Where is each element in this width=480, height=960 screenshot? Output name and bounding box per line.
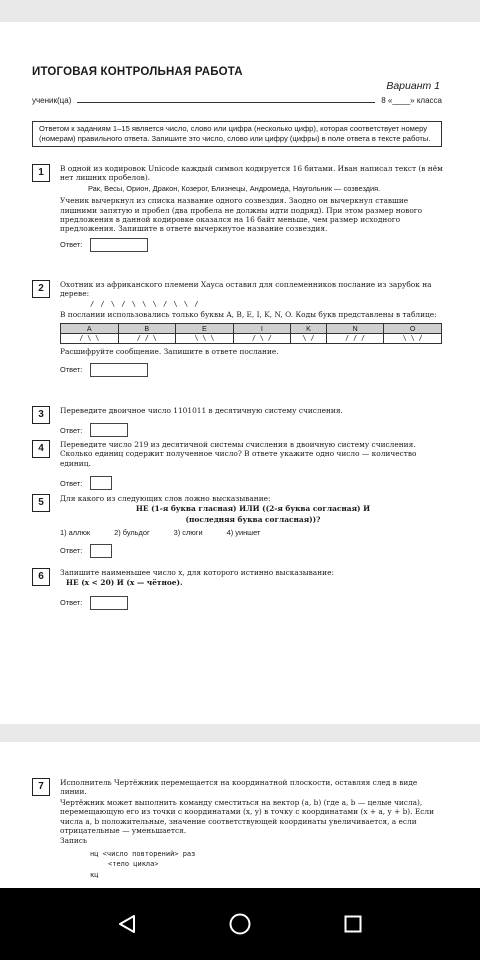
- task-text: Охотник из африканского племени Хауса оставил для соплеменников послание из зарубок на дереве:: [60, 280, 432, 299]
- page-title: ИТОГОВАЯ КОНТРОЛЬНАЯ РАБОТА: [32, 66, 243, 78]
- task-number: 7: [32, 778, 50, 796]
- table-cell: \ \ \: [176, 334, 234, 344]
- answer-field[interactable]: [90, 363, 148, 377]
- task-number: 2: [32, 280, 50, 298]
- option-item: 2) бульдог: [114, 528, 150, 538]
- answer-label: Ответ:: [60, 240, 83, 250]
- task-6: [32, 568, 446, 610]
- table-cell: A: [61, 323, 119, 333]
- task-text: Расшифруйте сообщение. Запишите в ответе послание.: [60, 347, 279, 357]
- task-quote: Рак, Весы, Орион, Дракон, Козерог, Близнецы, Андромеда, Наугольник — созвездия.: [88, 183, 381, 193]
- instructions-box: Ответом к заданиям 1–15 является число, слово или цифра (несколько цифр), которая соответствует номеру (номерам) правильного ответа. Запишите это число, слово или цифру (цифры) в поле ответа в тексте работы.: [32, 121, 442, 147]
- task-number: 3: [32, 406, 50, 424]
- logic-expression: НЕ (x < 20) И (x — чётное).: [66, 578, 183, 588]
- table-cell: E: [176, 323, 234, 333]
- table-cell: B: [118, 323, 176, 333]
- task-text: В послании использовались только буквы A, B, E, I, K, N, O. Коды букв представлены в таблице:: [60, 310, 437, 320]
- task-4: [32, 440, 446, 490]
- grade-blank: ____: [392, 96, 411, 105]
- grade-prefix: 8 «: [381, 96, 393, 105]
- answer-row: [60, 476, 446, 490]
- variant-label: Вариант 1: [386, 80, 440, 92]
- recents-square-icon: [342, 913, 364, 935]
- answer-options: [60, 528, 446, 537]
- code-line: <тело цикла>: [108, 860, 159, 869]
- logic-expression: НЕ (1-я буква гласная) ИЛИ ((2-я буква согласная) И: [135, 504, 371, 514]
- answer-label: Ответ:: [60, 478, 83, 488]
- notch-message: / / \ / \ \ \ / \ \ /: [90, 299, 200, 308]
- answer-field[interactable]: [90, 238, 148, 252]
- answer-label: Ответ:: [60, 598, 83, 608]
- table-cell: O: [384, 323, 442, 333]
- answer-field[interactable]: [90, 544, 112, 558]
- home-button[interactable]: [216, 900, 264, 948]
- answer-label: Ответ:: [60, 425, 83, 435]
- task-7: [32, 778, 446, 881]
- code-line: кц: [90, 870, 99, 879]
- task-text: Запишите наименьшее число x, для которого истинно высказывание:: [60, 568, 334, 577]
- answer-row: [60, 544, 446, 558]
- grade-suffix: » класса: [410, 96, 442, 105]
- table-cell: / \ /: [233, 334, 291, 344]
- option-item: 1) аллюк: [60, 528, 91, 538]
- task-5: [32, 494, 446, 558]
- task-3: [32, 406, 446, 437]
- logic-expression: (последняя буква согласная))?: [185, 514, 321, 524]
- student-label: ученик(ца): [32, 96, 72, 105]
- table-cell: / / \: [118, 334, 176, 344]
- back-triangle-icon: [116, 913, 138, 935]
- task-number: 6: [32, 568, 50, 586]
- table-cell: \ \ /: [384, 334, 442, 344]
- task-text: Исполнитель Чертёжник перемещается на координатной плоскости, оставляя след в виде линии.: [60, 778, 418, 797]
- answer-label: Ответ:: [60, 365, 83, 375]
- table-cell: N: [326, 323, 384, 333]
- task-text: Для какого из следующих слов ложно высказывание:: [60, 494, 271, 503]
- worksheet-page-1: [0, 22, 480, 724]
- task-2: [32, 280, 446, 377]
- task-number: 5: [32, 494, 50, 512]
- task-number: 1: [32, 164, 50, 182]
- answer-field[interactable]: [90, 476, 112, 490]
- answer-field[interactable]: [90, 596, 128, 610]
- task-text: В одной из кодировок Unicode каждый символ кодируется 16 битами. Иван написал текст (в нём нет лишних пробелов).: [60, 164, 443, 183]
- answer-field[interactable]: [90, 423, 128, 437]
- task-text: Ученик вычеркнул из списка название одного созвездия. Заодно он вычеркнул ставшие лишними запятую и пробел (два пробела не должны идти подряд). При этом размер нового предложения в данной кодировке оказался на 16 байт меньше, чем размер исходного предложения. Запишите в ответе вычеркнутое название созвездия.: [60, 196, 423, 234]
- task-text: Переведите двоичное число 1101011 в десятичную систему счисления.: [60, 406, 343, 415]
- task-text: Чертёжник может выполнить команду сместиться на вектор (a, b) (где a, b — целые числа), перемещающую его из точки с координатами (x, y) в точку с координатами (x + a, y + b). Если числа a, b положительные, значение соответствующей координаты увеличивается, а если отрицательные — уменьшается.: [60, 797, 435, 836]
- android-navigation-bar: [0, 888, 480, 960]
- table-cell: I: [233, 323, 291, 333]
- recents-button[interactable]: [329, 900, 377, 948]
- answer-row: [60, 363, 446, 377]
- back-button[interactable]: [103, 900, 151, 948]
- task-number: 4: [32, 440, 50, 458]
- table-cell: / \ \: [61, 334, 119, 344]
- answer-row: [60, 596, 446, 610]
- task-1: [32, 164, 446, 252]
- task-text: Запись: [60, 836, 88, 846]
- table-cell: K: [291, 323, 327, 333]
- answer-row: [60, 423, 446, 437]
- code-line: нц <число повторений> раз: [90, 849, 196, 858]
- letter-code-table: [60, 323, 442, 345]
- option-item: 3) слюги: [173, 528, 203, 538]
- task-text: Переведите число 219 из десятичной системы счисления в двоичную систему счисления. Сколько единиц содержит полученное число? В ответе укажите одно число — количество единиц.: [60, 440, 417, 468]
- answer-row: [60, 238, 446, 252]
- table-cell: \ /: [291, 334, 327, 344]
- student-name-line: [77, 102, 375, 103]
- table-cell: / / /: [326, 334, 384, 344]
- answer-label: Ответ:: [60, 545, 83, 555]
- home-circle-icon: [228, 912, 252, 936]
- student-row: [32, 96, 442, 105]
- worksheet-page-2: [0, 742, 480, 888]
- option-item: 4) уиншет: [226, 528, 261, 538]
